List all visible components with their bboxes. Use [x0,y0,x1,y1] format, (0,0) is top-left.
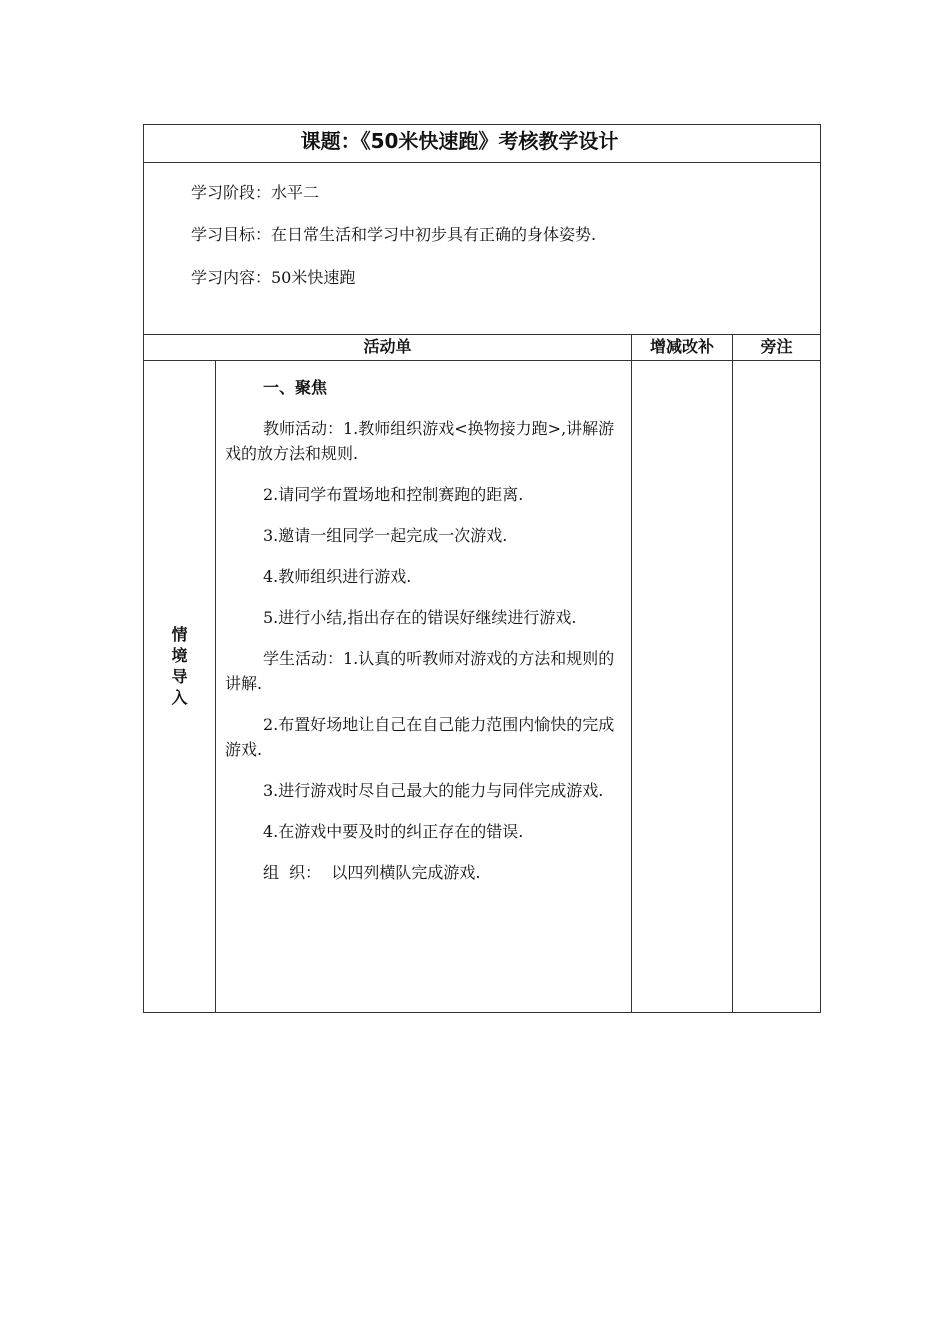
student-activity-2: 2.布置好场地让自己在自己能力范围内愉快的完成游戏. [225,715,615,759]
lesson-plan-table [143,124,821,1013]
phase-cell [144,361,216,1013]
header-row [144,335,821,361]
activity-content [216,361,632,1013]
header-activity: 活动单 [144,335,632,361]
revision-cell [632,361,733,1013]
phase-label: 情境导入 [171,624,188,707]
student-activity-1: 学生活动：1.认真的听教师对游戏的方法和规则的讲解. [225,649,615,693]
header-notes: 旁注 [733,335,821,361]
info-stage: 学习阶段：水平二 [191,183,320,202]
content-row [144,361,821,1013]
notes-cell [733,361,821,1013]
organization-note: 组 织： 以四列横队完成游戏. [263,863,481,882]
student-activity-4: 4.在游戏中要及时的纠正存在的错误. [263,822,524,841]
info-goal: 学习目标：在日常生活和学习中初步具有正确的身体姿势. [191,225,597,244]
info-content: 学习内容：50米快速跑 [191,268,356,287]
page-title: 课题：《50米快速跑》考核教学设计 [144,125,821,163]
student-activity-3: 3.进行游戏时尽自己最大的能力与同伴完成游戏. [263,781,604,800]
section-heading: 一、聚焦 [263,378,328,397]
teacher-activity-2: 2.请同学布置场地和控制赛跑的距离. [263,485,524,504]
teacher-activity-5: 5.进行小结,指出存在的错误好继续进行游戏. [263,608,577,627]
teacher-activity-4: 4.教师组织进行游戏. [263,567,412,586]
title-row [144,125,821,163]
teacher-activity-1: 教师活动：1.教师组织游戏<换物接力跑>,讲解游戏的放方法和规则. [225,419,615,463]
header-revision: 增减改补 [632,335,733,361]
teacher-activity-3: 3.邀请一组同学一起完成一次游戏. [263,526,508,545]
